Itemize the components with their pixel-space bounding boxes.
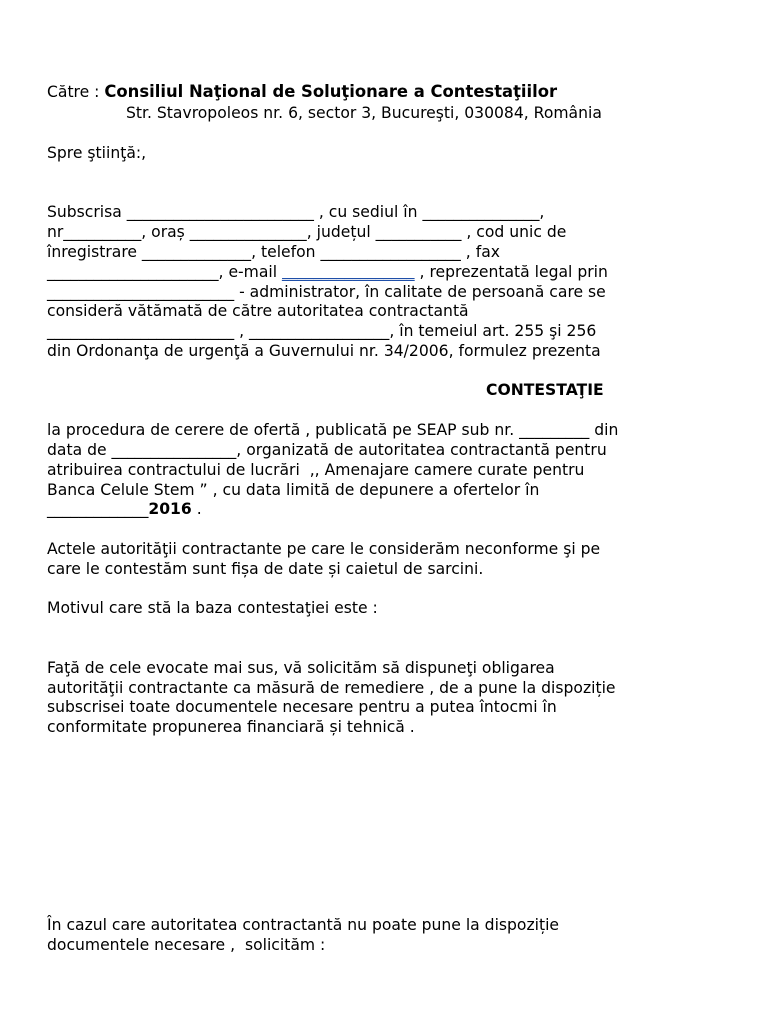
recipient-address: Str. Stavropoleos nr. 6, sector 3, Bucureşti, 030084, România [126, 104, 602, 122]
recipient-name: Consiliul Naţional de Soluţionare a Contestaţiilor [104, 82, 558, 101]
request-line-3: subscrisei toate documentele necesare pentru a putea întocmi în [47, 698, 557, 716]
procedure-line-3: atribuirea contractului de lucrări ,, Amenajare camere curate pentru [47, 461, 585, 479]
procedure-line-1: la procedura de cerere de ofertă , publicată pe SEAP sub nr. _________ din [47, 421, 619, 439]
closing-line-1: În cazul care autoritatea contractantă nu poate pune la dispoziție [47, 916, 560, 934]
request-line-4: conformitate propunerea financiară și tehnică . [47, 718, 415, 736]
procedure-line-5 [47, 499, 202, 519]
acts-line-1: Actele autorităţii contractante pe care le considerăm neconforme şi pe [47, 540, 601, 558]
intro-line-4-end: , reprezentată legal prin [414, 263, 608, 281]
recipient-line [47, 82, 557, 102]
intro-line-5: ________________________ - administrator, în calitate de persoană care se [47, 283, 606, 301]
motive-line: Motivul care stă la baza contestaţiei este : [47, 599, 378, 617]
spre-stiinta: Spre ştiinţă:, [47, 144, 147, 162]
request-line-1: Faţă de cele evocate mai sus, vă solicităm să dispuneţi obligarea [47, 659, 555, 677]
intro-line-7: ________________________ , __________________, în temeiul art. 255 şi 256 [47, 322, 597, 340]
intro-line-8: din Ordonanţa de urgenţă a Guvernului nr. 34/2006, formulez prezenta [47, 342, 601, 360]
catre-label: Către : [47, 83, 105, 101]
document-title: CONTESTAŢIE [486, 381, 604, 399]
request-line-2: autorităţii contractante ca măsură de remediere , de a pune la dispoziție [47, 679, 616, 697]
email-field[interactable]: _________________ [282, 263, 415, 281]
deadline-blank: _____________ [47, 500, 149, 518]
deadline-end: . [191, 500, 202, 518]
intro-line-4-start: ______________________, e-mail [47, 263, 283, 281]
intro-line-4 [47, 262, 608, 282]
acts-line-2: care le contestăm sunt fișa de date și caietul de sarcini. [47, 560, 484, 578]
deadline-year: 2016 [148, 500, 192, 518]
procedure-line-4: Banca Celule Stem ” , cu data limită de depunere a ofertelor în [47, 481, 540, 499]
intro-line-2: nr__________, oraș _______________, județul ___________ , cod unic de [47, 223, 567, 241]
intro-line-1: Subscrisa ________________________ , cu sediul în _______________, [47, 203, 545, 221]
intro-line-6: consideră vătămată de către autoritatea contractantă [47, 302, 469, 320]
intro-line-3: înregistrare ______________, telefon __________________ , fax [47, 243, 500, 261]
closing-line-2: documentele necesare , solicităm : [47, 936, 326, 954]
procedure-line-2: data de ________________, organizată de autoritatea contractantă pentru [47, 441, 607, 459]
